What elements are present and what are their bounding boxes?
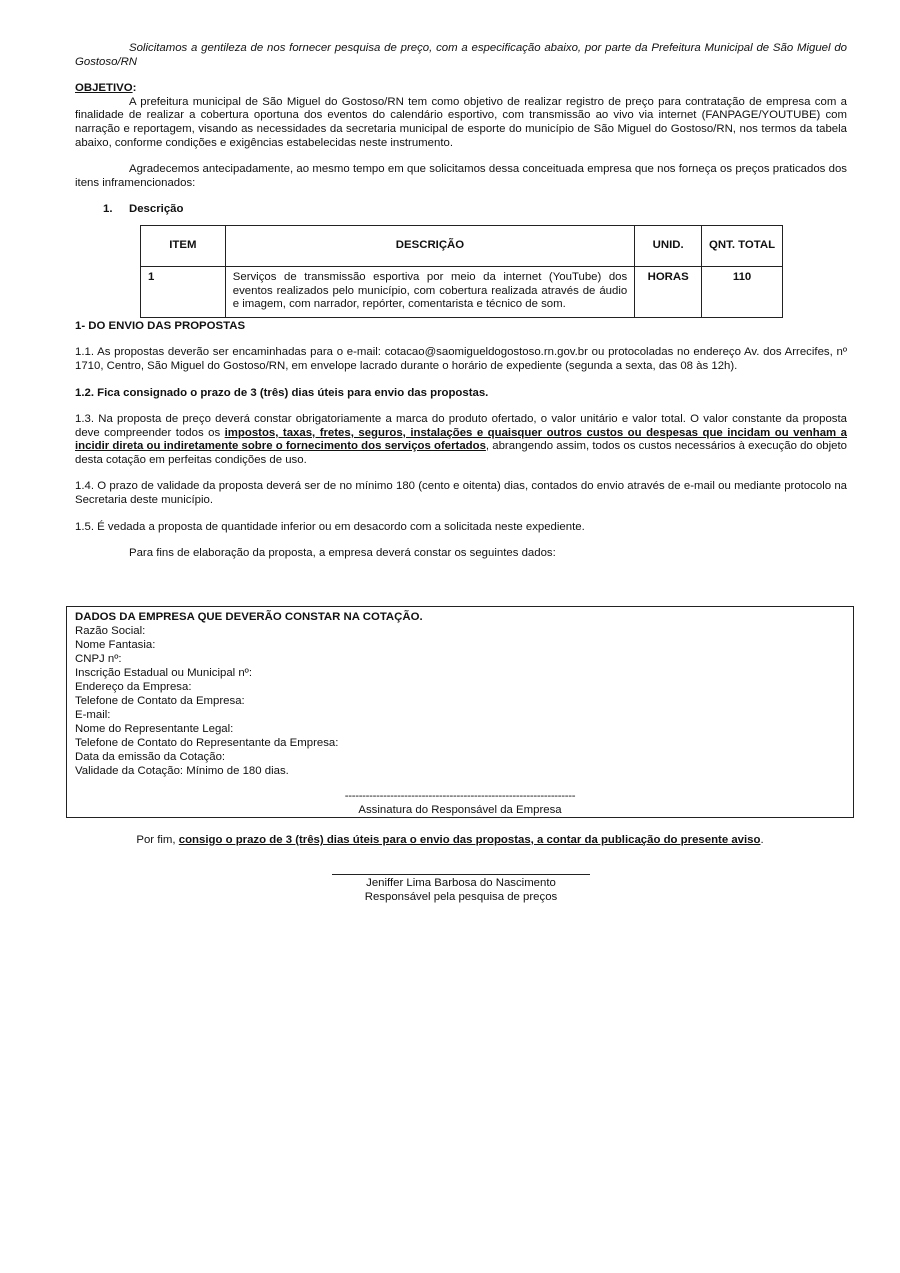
envio-paragraph-6: Para fins de elaboração da proposta, a empresa deverá constar os seguintes dados: <box>129 547 556 560</box>
intro-paragraph: Solicitamos a gentileza de nos fornecer pesquisa de preço, com a especificação abaixo, por parte da Prefeitura Municipal de São Miguel do Gostoso/RN <box>75 42 847 68</box>
company-field: Inscrição Estadual ou Municipal nº: <box>75 667 253 679</box>
company-field: E-mail: <box>75 709 111 721</box>
company-box-title: DADOS DA EMPRESA QUE DEVERÃO CONSTAR NA COTAÇÃO. <box>75 611 423 623</box>
envio-paragraph-1: 1.1. As propostas deverão ser encaminhadas para o e-mail: cotacao@saomigueldogostoso.rn.gov.br ou protocoladas no endereço Av. dos Arrecifes, nº 1710, Centro, São Miguel do Gostoso/RN, em envelope lacrado durante o horário de expediente (segunda a sexta, das 08 às 12h). <box>75 346 847 372</box>
agradecimento-paragraph: Agradecemos antecipadamente, ao mesmo tempo em que solicitamos dessa conceituada empresa que nos forneça os preços praticados dos itens inframencionados: <box>75 163 847 189</box>
cell-item: 1 <box>141 266 226 317</box>
cell-descricao: Serviços de transmissão esportiva por meio da internet (YouTube) dos eventos realizados pelo município, com cobertura realizada através de áudio e imagem, com narrador, repórter, comentarista e técnico de som. <box>225 266 634 317</box>
envio-paragraph-4: 1.4. O prazo de validade da proposta deverá ser de no mínimo 180 (cento e oitenta) dias, contados do envio através de e-mail ou mediante protocolo na Secretaria deste município. <box>75 480 847 507</box>
table-row <box>141 266 783 317</box>
items-table <box>140 225 783 318</box>
header-unid: UNID. <box>635 225 702 266</box>
envio-heading: 1- DO ENVIO DAS PROPOSTAS <box>75 319 246 332</box>
final-suffix: . <box>760 834 764 846</box>
company-field: Telefone de Contato da Empresa: <box>75 695 245 707</box>
document-body <box>75 42 847 561</box>
company-field: Data da emissão da Cotação: <box>75 751 226 763</box>
envio-paragraph-2: 1.2. Fica consignado o prazo de 3 (três) dias úteis para envio das propostas. <box>75 386 489 399</box>
envio-p3-end: , abrangendo assim, todos os custos necessários à execução do objeto desta cotação em perfeitas condições de uso. <box>75 440 847 466</box>
envio-paragraph-3 <box>75 413 847 467</box>
objetivo-heading-line <box>75 82 847 96</box>
cell-qnt: 110 <box>702 266 783 317</box>
final-notice <box>0 834 900 846</box>
final-prefix: Por fim, <box>136 834 179 846</box>
company-field: Endereço da Empresa: <box>75 681 192 693</box>
company-field: Telefone de Contato do Representante da Empresa: <box>75 737 339 749</box>
company-signature-label: Assinatura do Responsável da Empresa <box>358 804 562 816</box>
company-field: Nome Fantasia: <box>75 639 156 651</box>
objetivo-heading: OBJETIVO <box>75 82 133 95</box>
company-field: Nome do Representante Legal: <box>75 723 234 735</box>
responsible-block <box>0 876 900 904</box>
header-qnt: QNT. TOTAL <box>702 225 783 266</box>
responsible-role: Responsável pela pesquisa de preços <box>364 891 558 903</box>
company-field: CNPJ nº: <box>75 653 122 665</box>
company-data-box <box>66 606 854 818</box>
envio-paragraph-5: 1.5. É vedada a proposta de quantidade inferior ou em desacordo com a solicitada neste expediente. <box>75 520 585 533</box>
responsible-signature-line <box>332 874 590 875</box>
header-item: ITEM <box>141 225 226 266</box>
company-signature-dashes: ------------------------------------------------------------------ <box>344 790 576 802</box>
envio-p3-emphasis: impostos, taxas, fretes, seguros, instalações e quaisquer outros custos ou despesas que incidam ou venham a incidir direta ou indiretamente sobre o fornecimento dos serviços ofertados <box>75 426 848 453</box>
company-field: Validade da Cotação: Mínimo de 180 dias. <box>75 765 289 777</box>
responsible-name: Jeniffer Lima Barbosa do Nascimento <box>366 877 556 889</box>
envio-p3-start: 1.3. Na proposta de preço deverá constar obrigatoriamente a marca do produto ofertado, o valor unitário e valor total. O valor constante da proposta deve compreender todos os <box>75 413 847 439</box>
section-1-title: Descrição <box>129 203 184 216</box>
objetivo-colon: : <box>132 82 137 95</box>
section-1-heading <box>75 203 847 217</box>
final-emphasis: consigo o prazo de 3 (três) dias úteis para o envio das propostas, a contar da publicação do presente aviso <box>178 834 761 846</box>
section-1-number: 1. <box>103 203 113 216</box>
objetivo-paragraph: A prefeitura municipal de São Miguel do Gostoso/RN tem como objetivo de realizar registro de preço para contratação de empresa com a finalidade de realizar a cobertura oportuna dos eventos do calendário esportivo, com transmissão ao vivo via internet (FANPAGE/YOUTUBE) com narração e reportagem, visando as necessidades da secretaria municipal de esporte do município de São Miguel do Gostoso/RN, nos termos da tabela abaixo, conforme condições e exigências estabelecidas neste instrumento. <box>75 95 847 149</box>
table-header-row <box>141 225 783 266</box>
cell-unid: HORAS <box>635 266 702 317</box>
header-descricao: DESCRIÇÃO <box>225 225 634 266</box>
company-field: Razão Social: <box>75 625 146 637</box>
